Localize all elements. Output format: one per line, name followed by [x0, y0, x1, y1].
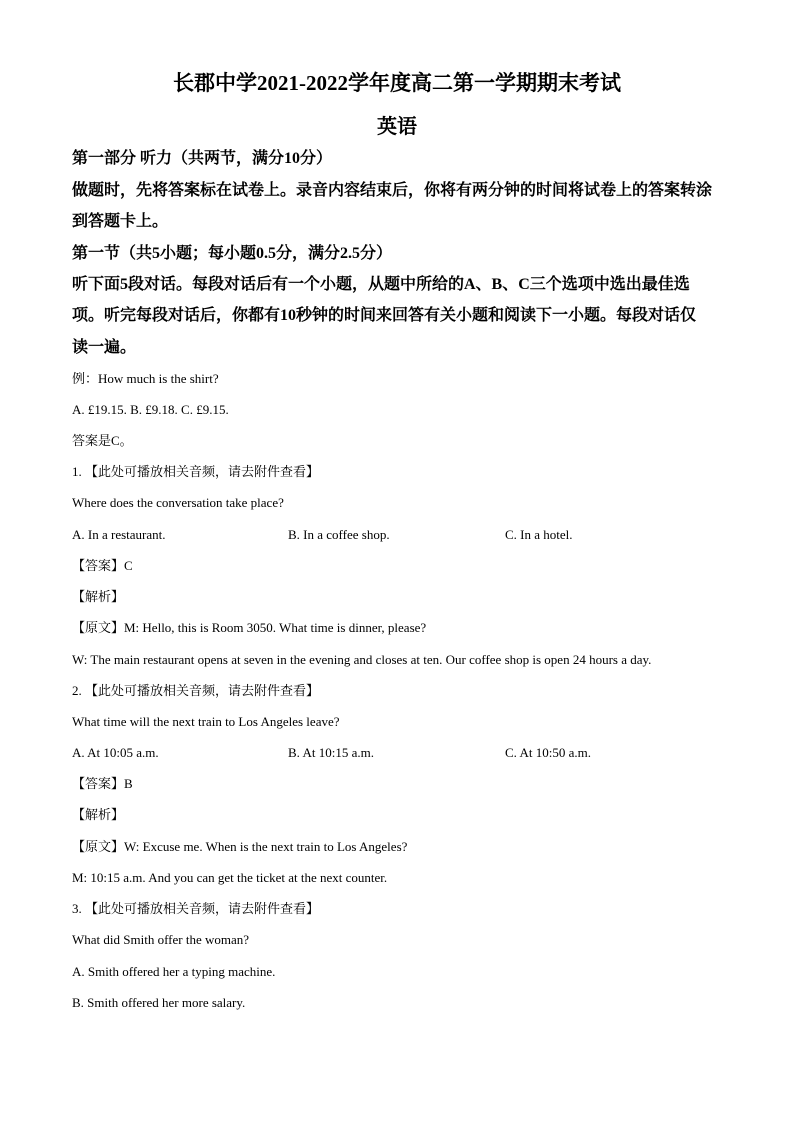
section1-instruction-line2: 项。听完每段对话后，你都有10秒钟的时间来回答有关小题和阅读下一小题。每段对话仅	[72, 307, 697, 324]
question-1-option-b: B. In a coffee shop.	[288, 527, 390, 542]
section1-instruction-line3: 读一遍。	[72, 339, 137, 356]
question-3-option-b: B. Smith offered her more salary.	[72, 995, 246, 1010]
part1-heading: 第一部分 听力（共两节，满分10分）	[72, 150, 333, 167]
part1-instruction-line1: 做题时，先将答案标在试卷上。录音内容结束后，你将有两分钟的时间将试卷上的答案转涂	[72, 182, 713, 199]
example-answer: 答案是C。	[72, 433, 133, 448]
question-1-option-c: C. In a hotel.	[505, 527, 573, 542]
question-2-header: 2. 【此处可播放相关音频，请去附件查看】	[72, 683, 320, 698]
subject-title: 英语	[377, 116, 417, 138]
question-3-option-a: A. Smith offered her a typing machine.	[72, 964, 276, 979]
question-1-original-2: W: The main restaurant opens at seven in the evening and closes at ten. Our coffee shop is open 24 hours a day.	[72, 652, 652, 667]
question-1-option-a: A. In a restaurant.	[72, 527, 166, 542]
section1-heading: 第一节（共5小题；每小题0.5分，满分2.5分）	[72, 245, 393, 262]
question-2-original: 【原文】W: Excuse me. When is the next train to Los Angeles?	[72, 839, 408, 854]
question-2-option-a: A. At 10:05 a.m.	[72, 745, 159, 760]
question-2-answer: 【答案】B	[72, 776, 133, 791]
part1-instruction-line2: 到答题卡上。	[72, 213, 169, 230]
question-2-option-b: B. At 10:15 a.m.	[288, 745, 374, 760]
question-1-text: Where does the conversation take place?	[72, 495, 284, 510]
question-2-analysis: 【解析】	[72, 807, 125, 822]
question-1-original: 【原文】M: Hello, this is Room 3050. What time is dinner, please?	[72, 620, 427, 635]
question-2-text: What time will the next train to Los Angeles leave?	[72, 714, 340, 729]
question-2-option-c: C. At 10:50 a.m.	[505, 745, 591, 760]
question-1-answer: 【答案】C	[72, 558, 133, 573]
question-1-analysis: 【解析】	[72, 589, 125, 604]
exam-title: 长郡中学2021-2022学年度高二第一学期期末考试	[173, 71, 621, 95]
example-options: A. £19.15. B. £9.18. C. £9.15.	[72, 402, 229, 417]
question-3-header: 3. 【此处可播放相关音频，请去附件查看】	[72, 901, 320, 916]
question-2-original-2: M: 10:15 a.m. And you can get the ticket at the next counter.	[72, 870, 388, 885]
question-3-text: What did Smith offer the woman?	[72, 932, 250, 947]
question-1-header: 1. 【此处可播放相关音频，请去附件查看】	[72, 464, 320, 479]
example-question: 例：How much is the shirt?	[72, 371, 219, 386]
section1-instruction-line1: 听下面5段对话。每段对话后有一个小题，从题中所给的A、B、C三个选项中选出最佳选	[72, 276, 690, 293]
